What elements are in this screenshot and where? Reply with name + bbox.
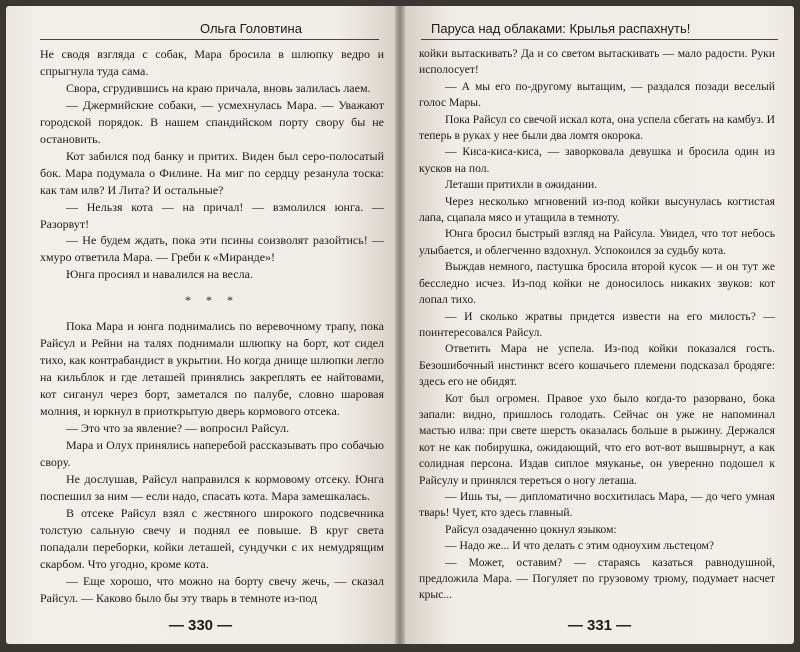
paragraph: Пока Райсул со свечой искал кота, она успела сбегать на камбуз. И теперь в руках у нее были два ломтя окорока. (419, 112, 775, 143)
paragraph: Пока Мара и юнга поднимались по веревочному трапу, пока Райсул и Рейни на талях поднимали шлюпку на борт, кот сидел тихо, как контрабандист в укрытии. Но когда днище шлюпки легло на кильблок и где леташей принялись закреплять ее найтовами, кот сиганул через борт, заметался по палубе, словно шаровая молния, и юркнул в приоткрытую дверь кормового отсека. (40, 319, 384, 419)
paragraph: — Это что за явление? — вопросил Райсул. (66, 421, 290, 436)
section-separator: * * * (185, 293, 239, 308)
paragraph: — И сколько жратвы придется извести на его милость? — поинтересовался Райсул. (419, 309, 775, 339)
paragraph: — Может, оставим? — стараясь казаться равнодушной, предложила Мара. — Погуляет по грузовому трюму, подумает насчет крыс... (419, 555, 775, 602)
paragraph: В отсеке Райсул взял с жестяного широкого подсвечника толстую сальную свечу и поднял ее повыше. В круг света попадали переборки, койки леташей, сундучки с их немудрящим скарбом. Что угодно, кроме кота. (40, 505, 384, 571)
book-gutter (395, 6, 405, 644)
right-page (405, 6, 794, 644)
paragraph: Кот забился под банку и притих. Виден был серо-полосатый бок. Мара подумала о Филине. На миг по сердцу резанула тоска: как там илв? И Лита? И остальные? (40, 148, 384, 197)
left-page-text (40, 46, 384, 607)
left-page (6, 6, 395, 644)
paragraph: Мара и Олух принялись наперебой рассказывать про собачью свору. (40, 437, 384, 469)
page-number: — 330 — (168, 617, 233, 634)
paragraph: Кот был огромен. Правое ухо было когда-то разорвано, бока запали: видно, пришлось голодать. Сейчас он уже не напоминал мастью илва: при свете шерсть оказалась больше в рыжину. Держался кот не как побирушка, ожидающий, что его вот-вот вышвырнут, а как солидная персона. Издав сиплое мяуканье, он уверенно подошел к Райсулу и принялся тереться о ногу леташа. (419, 391, 775, 487)
paragraph: — Не будем ждать, пока эти псины соизволят разойтись! — хмуро ответила Мара. — Греби к «Миранде»! (40, 233, 384, 265)
paragraph: койки вытаскивать? Да и со светом вытаскивать — мало радости. Руки исполосует! (419, 47, 775, 77)
paragraph: Юнга просиял и навалился на весла. (66, 267, 253, 282)
paragraph: Райсул озадаченно цокнул языком: (445, 522, 617, 536)
paragraph: Не сводя взгляда с собак, Мара бросила в шлюпку ведро и спрыгнула туда сама. (40, 47, 384, 78)
paragraph: — Ишь ты, — дипломатично восхитилась Мара, — до чего умная тварь! Чует, кто здесь главный. (419, 489, 775, 520)
paragraph: Через несколько мгновений из-под койки высунулась когтистая лапа, сцапала мясо и утащила в темноту. (419, 194, 775, 225)
paragraph: Леташи притихли в ожидании. (445, 178, 598, 192)
page-number: — 331 — (567, 617, 632, 634)
running-header-title: Паруса над облаками: Крылья распахнуть! (421, 18, 778, 40)
paragraph: Не дослушав, Райсул направился к кормовому отсеку. Юнга поспешил за ним — если надо, спасать кота. Мара замешкалась. (40, 471, 384, 503)
running-header-author: Ольга Головтина (40, 18, 379, 40)
paragraph: Свора, сгрудившись на краю причала, вновь залилась лаем. (66, 80, 371, 95)
paragraph: — Киса-киса-киса, — заворковала девушка и бросила один из кусков на пол. (419, 145, 775, 175)
paragraph: Выждав немного, пастушка бросила второй кусок — и он тут же бесследно исчез. Из-под койки не доносилось никаких звуков: кот лопал тихо. (419, 260, 775, 307)
right-page-text (419, 46, 775, 604)
paragraph: — Еще хорошо, что можно на борту свечу жечь, — сказал Райсул. — Каково было бы эту тварь в темноте из-под (40, 573, 384, 605)
paragraph: — Нельзя кота — на причал! — взмолился юнга. — Разорвут! (40, 199, 384, 231)
paragraph: — Надо же... И что делать с этим одноухим льстецом? (445, 539, 715, 553)
paragraph: Юнга бросил быстрый взгляд на Райсула. Увидел, что тот небось улыбается, и облегченно вздохнул. Успокоился за судьбу кота. (419, 227, 775, 257)
paragraph: Ответить Мара не успела. Из-под койки показался гость. Безошибочный инстинкт всего кошачьего племени подсказал бродяге: здесь его не обидят. (419, 342, 775, 389)
paragraph: — Джермийские собаки, — усмехнулась Мара. — Уважают городской порядок. В нашем спандийском порту свору бы не остановить. (40, 97, 384, 146)
paragraph: — А мы его по-другому вытащим, — раздался позади веселый голос Мары. (419, 79, 775, 110)
